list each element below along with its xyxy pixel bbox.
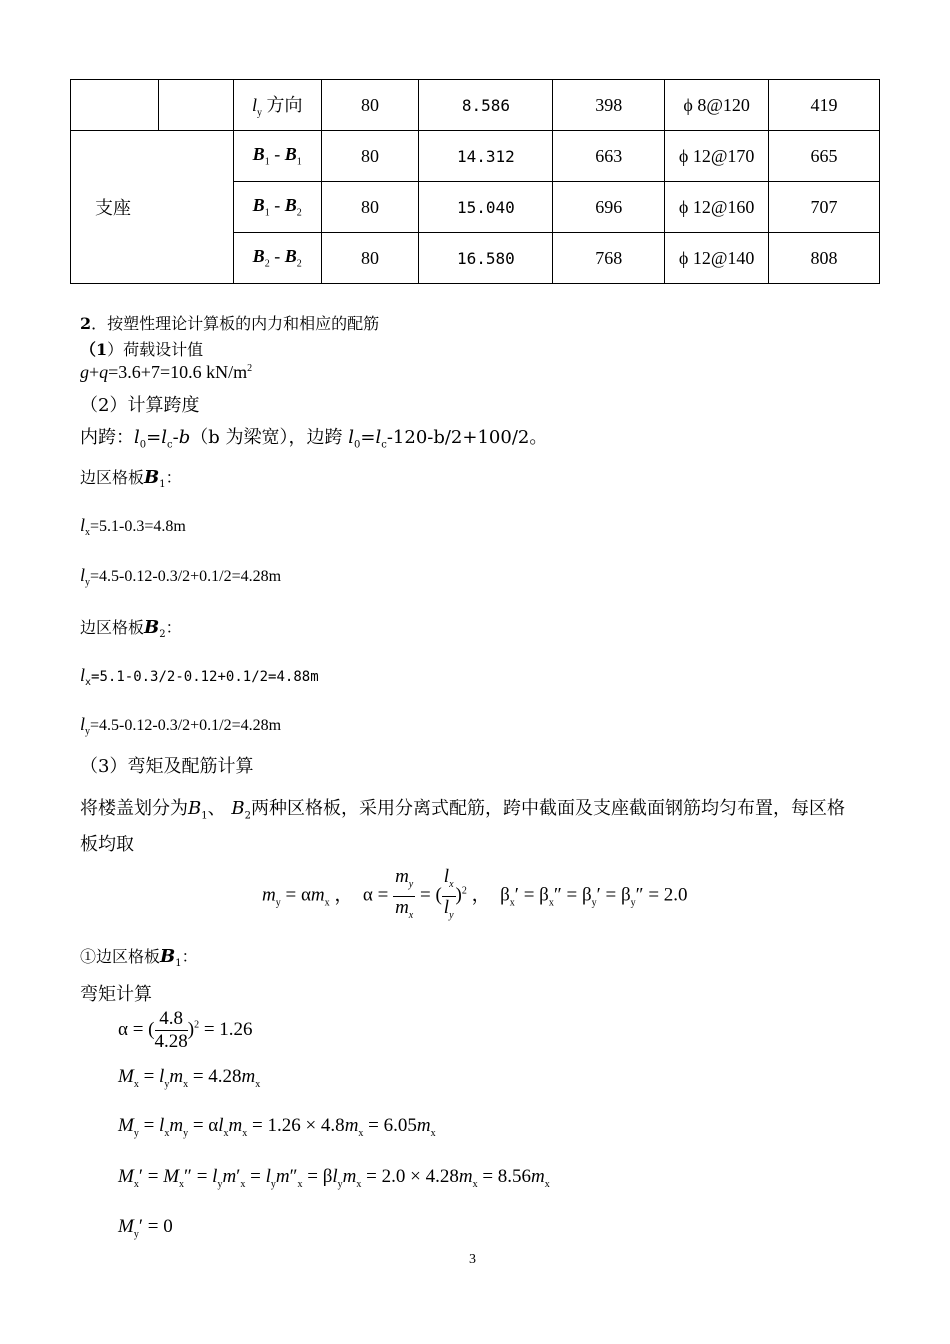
table-cell: 696 bbox=[553, 182, 665, 233]
myp-value: = 0 bbox=[147, 1216, 173, 1237]
b1-label: 边区格板 bbox=[80, 468, 145, 487]
section-2-heading bbox=[80, 311, 379, 334]
subsection-2-heading: （2）计算跨度 bbox=[80, 395, 200, 416]
plate-a-sub: 1 bbox=[264, 156, 270, 168]
section-title: ．按塑性理论计算板的内力和相应的配筋 bbox=[91, 314, 380, 333]
b2-lx-value: =5.1-0.3/2-0.12+0.1/2=4.88m bbox=[91, 669, 319, 685]
span-mid: （b 为梁宽），边跨 bbox=[190, 427, 343, 448]
table-cell: 768 bbox=[553, 233, 665, 284]
plate-a: B bbox=[252, 144, 265, 165]
section-number: 2 bbox=[80, 314, 92, 333]
load-value: =3.6+7=10.6 kN/m bbox=[108, 362, 248, 382]
plate-a-sub: 1 bbox=[264, 207, 270, 219]
plate-b-sub: 2 bbox=[296, 207, 302, 219]
case1-heading: ①边区格板$B_1$： bbox=[80, 946, 198, 970]
paragraph-line-1: 将楼盖划分为$B_1$、 $B_2$两种区格板，采用分离式配筋，跨中截面及支座截面钢筋均匀布置，每区格 bbox=[80, 798, 845, 822]
moment-calc-heading: 弯矩计算 bbox=[80, 984, 152, 1005]
b1-lx: $l_x=5.1-0.3=4.8m$ bbox=[80, 515, 186, 539]
subsection-title: ）荷载设计值 bbox=[107, 340, 204, 359]
support-label-cell: 支座 bbox=[71, 131, 234, 284]
load-exponent: 2 bbox=[247, 363, 253, 374]
my-formula: $M_y = l_xm_y = \alpha l_xm_x = 1.26 \times 4.8m_x = 6.05m_x$ bbox=[118, 1115, 436, 1139]
b2-ly: $l_y=4.5-0.12-0.3/2+0.1/2=4.28m$ bbox=[80, 714, 282, 738]
plate-b-sub: 2 bbox=[296, 258, 302, 270]
b2-ly-value: =4.5-0.12-0.3/2+0.1/2=4.28m bbox=[90, 717, 282, 734]
table-cell: 707 bbox=[769, 182, 880, 233]
para-prefix: 将楼盖划分为 bbox=[80, 798, 188, 819]
b1-ly: $l_y=4.5-0.12-0.3/2+0.1/2=4.28m$ bbox=[80, 565, 282, 589]
plate-b-sub: 1 bbox=[296, 156, 302, 168]
direction-label: 方向 bbox=[266, 95, 303, 116]
span-tail: -120-b/2+100/2。 bbox=[386, 427, 548, 448]
page-number: 3 bbox=[469, 1252, 476, 1267]
table-cell: ϕ 12@170 bbox=[665, 131, 769, 182]
location-cell: $B_1 - B_2$ bbox=[233, 182, 321, 233]
table-cell: 80 bbox=[321, 182, 419, 233]
table-cell: ϕ 12@140 bbox=[665, 233, 769, 284]
alpha-calc: α = ( $\frac{4.8}{4.28}$ )$^2$ = 1.26 bbox=[118, 1008, 253, 1052]
table-cell: 80 bbox=[321, 131, 419, 182]
direction-sub: y bbox=[256, 107, 262, 119]
plate-a: B bbox=[252, 246, 265, 267]
mxp-value: = 2.0 × 4.28 bbox=[366, 1166, 459, 1187]
table-cell: 16.580 bbox=[419, 233, 553, 284]
table-cell: 80 bbox=[321, 233, 419, 284]
my-support-formula: $M_y' = 0$ bbox=[118, 1216, 173, 1240]
alpha-value: = 1.26 bbox=[203, 1018, 253, 1040]
table-cell: ϕ 8@120 bbox=[665, 80, 769, 131]
table-cell: 419 bbox=[769, 80, 880, 131]
reinforcement-table bbox=[70, 79, 880, 284]
load-formula: g+q=3.6+7=10.6 $kN/m^2$ bbox=[80, 362, 253, 382]
plate-b: B bbox=[284, 246, 297, 267]
direction-cell bbox=[233, 80, 321, 131]
b2-heading: 边区格板$B_2$： bbox=[80, 617, 182, 641]
my-result: = 6.05 bbox=[368, 1115, 417, 1136]
subsection-number: （1 bbox=[80, 340, 108, 359]
subsection-1-heading bbox=[80, 337, 203, 360]
mx-support-formula: $M_x' = M_x'' = l_ym'_x = l_ym''_x = \beta l_ym_x = 2.0 \times 4.28m_x = 8.56m_x$ bbox=[118, 1166, 550, 1190]
location-cell: $B_1 - B_1$ bbox=[233, 131, 321, 182]
table-cell: ϕ 12@160 bbox=[665, 182, 769, 233]
mx-formula: $M_x = l_ym_x = 4.28m_x$ bbox=[118, 1066, 261, 1090]
b2-label: 边区格板 bbox=[80, 618, 145, 637]
beta-value: = 2.0 bbox=[648, 884, 688, 906]
para-text: 两种区格板，采用分离式配筋，跨中截面及支座截面钢筋均匀布置，每区格 bbox=[250, 798, 845, 819]
table-cell: 665 bbox=[769, 131, 880, 182]
plate-a-sub: 2 bbox=[264, 258, 270, 270]
b1-heading: 边区格板$B_1$： bbox=[80, 467, 182, 491]
table-cell: 8.586 bbox=[419, 80, 553, 131]
alpha-denominator: 4.28 bbox=[154, 1031, 188, 1052]
table-cell: 80 bbox=[321, 80, 419, 131]
mxp-result: = 8.56 bbox=[482, 1166, 532, 1187]
b1-lx-value: =5.1-0.3=4.8m bbox=[90, 518, 186, 535]
plate-a: B bbox=[252, 195, 265, 216]
table-cell: 398 bbox=[553, 80, 665, 131]
mx-value: = 4.28 bbox=[192, 1066, 242, 1087]
alpha-numerator: 4.8 bbox=[155, 1008, 188, 1031]
direction-symbol: l bbox=[251, 95, 257, 116]
span-prefix: 内跨： bbox=[80, 427, 134, 448]
table-row bbox=[71, 80, 880, 131]
subsection-3-heading: （3）弯矩及配筋计算 bbox=[80, 756, 254, 777]
paragraph-line-2: 板均取 bbox=[80, 834, 134, 855]
table-cell bbox=[71, 80, 159, 131]
table-cell: 15.040 bbox=[419, 182, 553, 233]
ratio-formula: $m_y = \alpha m_x$ ， α = $\frac{m_y}{m_x}$ = ( $\frac{l_x}{l_y}$ )$^2$ ， $\beta_x' = \beta_x'' = \beta_y' = \beta_y'' = 2.0$ bbox=[262, 866, 688, 921]
b2-lx: $l_x=5.1-0.3/2-0.12+0.1/2=4.88m$ bbox=[80, 665, 319, 688]
span-definition: 内跨：$l_0=l_c-b(b$ 为梁宽），边跨 $l_0=l_c-120-b/2+100/2$。 bbox=[80, 427, 548, 451]
table-cell: 808 bbox=[769, 233, 880, 284]
case1-label: ①边区格板 bbox=[80, 947, 161, 966]
my-value: = 1.26 × 4.8 bbox=[252, 1115, 345, 1136]
table-cell: 663 bbox=[553, 131, 665, 182]
table-cell bbox=[158, 80, 233, 131]
plate-b: B bbox=[284, 144, 297, 165]
table-row bbox=[71, 131, 880, 182]
location-cell: $B_2 - B_2$ bbox=[233, 233, 321, 284]
plate-b: B bbox=[284, 195, 297, 216]
table-cell: 14.312 bbox=[419, 131, 553, 182]
b1-ly-value: =4.5-0.12-0.3/2+0.1/2=4.28m bbox=[90, 568, 282, 585]
